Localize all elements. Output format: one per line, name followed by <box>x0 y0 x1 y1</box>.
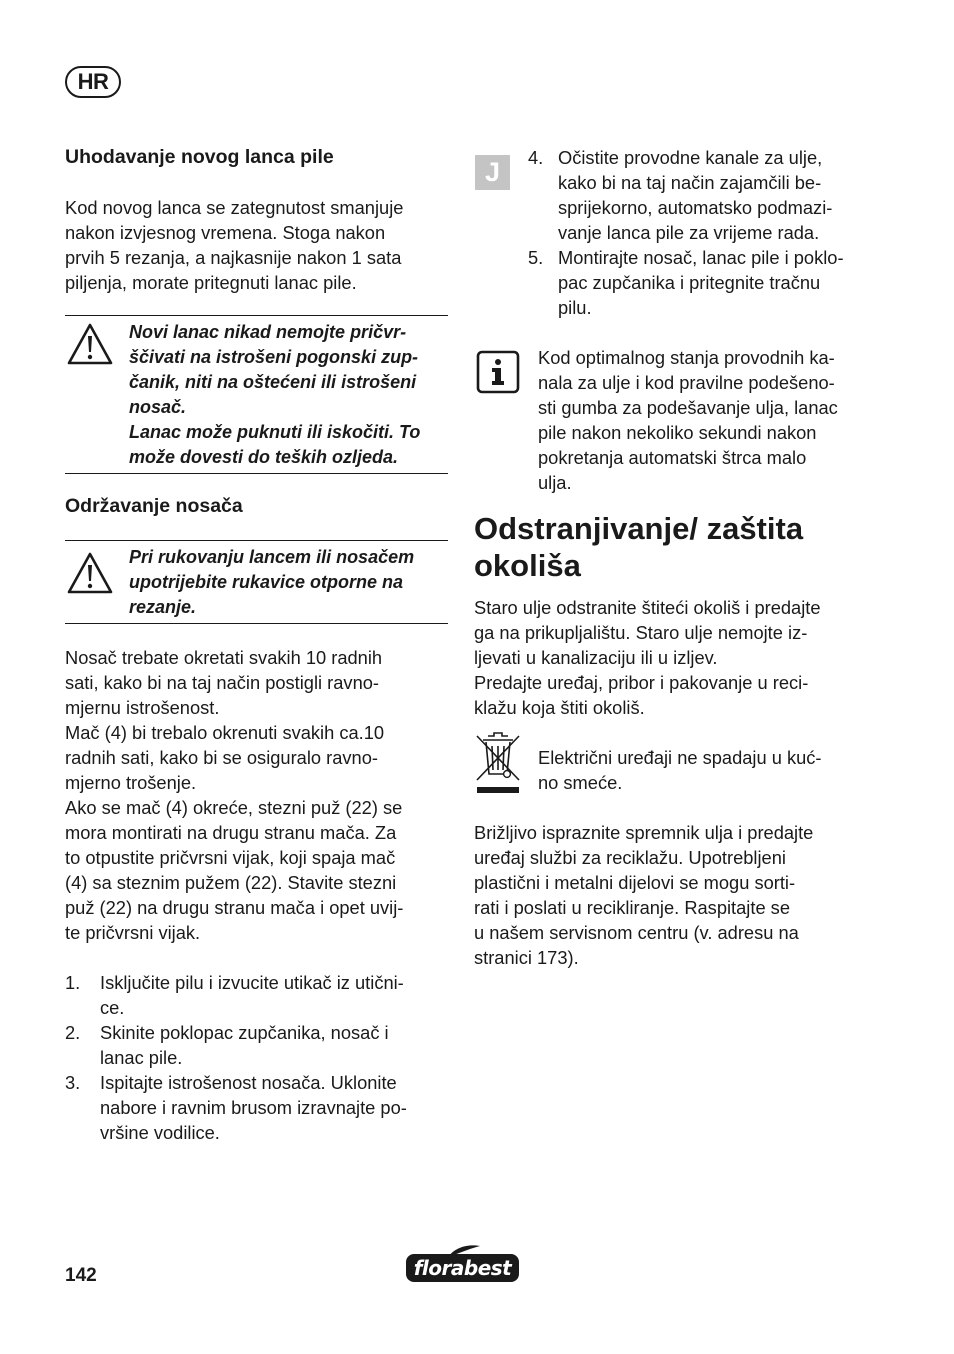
disposal-paragraph-2 <box>474 820 874 970</box>
text-line: te pričvrsni vijak. <box>65 922 201 943</box>
text-line: ce. <box>100 997 125 1018</box>
text-line: vanje lanca pile za vrijeme rada. <box>558 222 820 243</box>
text-line: (4) sa steznim pužem (22). Stavite stezni <box>65 872 397 893</box>
warning-line: rezanje. <box>129 597 197 617</box>
text-line: to otpustite pričvrsni vijak, koji spaja mač <box>65 847 396 868</box>
text-line: mjerno trošenje. <box>65 772 197 793</box>
maintenance-paragraph <box>65 645 455 945</box>
section-title-bar-maintenance: Održavanje nosača <box>65 495 243 517</box>
text-line: Isključite pilu i izvucite utikač iz utični- <box>100 972 404 993</box>
text-line: Mač (4) bi trebalo okrenuti svakih ca.10 <box>65 722 385 743</box>
list-item <box>528 245 868 320</box>
warning-bottom-rule <box>65 623 448 624</box>
step-number: 5. <box>528 247 544 268</box>
text-line: plastični i metalni dijelovi se mogu sorti- <box>474 872 796 893</box>
warning-triangle-icon <box>66 322 114 366</box>
text-line: Ako se mač (4) okreće, stezni puž (22) se <box>65 797 403 818</box>
text-line: ga na prikupljalištu. Staro ulje nemojte iz- <box>474 622 808 643</box>
info-icon <box>476 350 520 394</box>
text-line: Kod novog lanca se zategnutost smanjuje <box>65 197 404 218</box>
warning-line: Lanac može puknuti ili iskočiti. To <box>129 422 421 442</box>
text-line: klažu koja štiti okoliš. <box>474 697 645 718</box>
text-line: ljevati u kanalizaciju ili u izljev. <box>474 647 718 668</box>
text-line: uređaj službi za reciklažu. Upotrebljeni <box>474 847 786 868</box>
brand-wordmark: florabest <box>406 1254 519 1282</box>
warning-line: Pri rukovanju lancem ili nosačem <box>129 547 415 567</box>
text-line: lanac pile. <box>100 1047 183 1068</box>
warning-triangle-icon <box>66 551 114 595</box>
text-line: prvih 5 rezanja, a najkasnije nakon 1 sata <box>65 247 402 268</box>
info-text <box>538 345 868 495</box>
warning-line: Novi lanac nikad nemojte pričvr- <box>129 322 407 342</box>
text-line: sprijekorno, automatsko podmazi- <box>558 197 833 218</box>
text-line: puž (22) na drugu stranu mača i opet uvij- <box>65 897 404 918</box>
warning-line: nosač. <box>129 397 187 417</box>
text-line: pilu. <box>558 297 592 318</box>
text-line: Ispitajte istrošenost nosača. Uklonite <box>100 1072 397 1093</box>
text-line: Montirajte nosač, lanac pile i poklo- <box>558 247 844 268</box>
step-number: 4. <box>528 147 544 168</box>
step-number: 1. <box>65 972 81 993</box>
text-line: nakon izvjesnog vremena. Stoga nakon <box>65 222 386 243</box>
text-line: sti gumba za podešavanje ulja, lanac <box>538 397 838 418</box>
section-title-break-in: Uhodavanje novog lanca pile <box>65 146 334 168</box>
text-line: kako bi na taj način zajamčili be- <box>558 172 822 193</box>
text-line: nabore i ravnim brusom izravnajte po- <box>100 1097 407 1118</box>
list-item <box>65 1020 455 1070</box>
page-number: 142 <box>65 1265 97 1286</box>
text-line: vršine vodilice. <box>100 1122 220 1143</box>
list-item <box>65 1070 455 1145</box>
text-line: mora montirati na drugu stranu mača. Za <box>65 822 397 843</box>
heading-line: Odstranjivanje/ zaštita <box>474 511 804 546</box>
brand-logo <box>406 1244 519 1288</box>
section-title-disposal <box>474 510 894 584</box>
warning-line: može dovesti do teških ozljeda. <box>129 447 399 467</box>
text-line: u našem servisnom centru (v. adresu na <box>474 922 799 943</box>
text-line: Nosač trebate okretati svakih 10 radnih <box>65 647 383 668</box>
warning-top-rule <box>65 315 448 316</box>
text-line: Kod optimalnog stanja provodnih ka- <box>538 347 835 368</box>
list-item <box>528 145 868 245</box>
warning-bottom-rule <box>65 473 448 474</box>
warning-text-gloves <box>129 545 449 620</box>
text-line: stranici 173). <box>474 947 579 968</box>
steps-list-left <box>65 970 455 1145</box>
text-line: Očistite provodne kanale za ulje, <box>558 147 823 168</box>
text-line: pac zupčanika i pritegnite tračnu <box>558 272 821 293</box>
text-line: mjernu istrošenost. <box>65 697 220 718</box>
warning-text-chain <box>129 320 449 470</box>
language-badge: HR <box>65 66 121 98</box>
list-item <box>65 970 455 1020</box>
crossed-out-bin-icon <box>474 730 522 798</box>
text-line: Skinite poklopac zupčanika, nosač i <box>100 1022 389 1043</box>
text-line: Staro ulje odstranite štiteći okoliš i predajte <box>474 597 821 618</box>
text-line: Električni uređaji ne spadaju u kuć- <box>538 747 822 768</box>
step-number: 3. <box>65 1072 81 1093</box>
warning-line: ščivati na istrošeni pogonski zup- <box>129 347 419 367</box>
weee-text <box>538 745 868 795</box>
break-in-paragraph <box>65 195 455 295</box>
steps-list-right <box>528 145 868 320</box>
text-line: radnih sati, kako bi se osiguralo ravno- <box>65 747 378 768</box>
text-line: Brižljivo ispraznite spremnik ulja i predajte <box>474 822 814 843</box>
text-line: sati, kako bi na taj način postigli ravno- <box>65 672 379 693</box>
text-line: no smeće. <box>538 772 623 793</box>
step-number: 2. <box>65 1022 81 1043</box>
text-line: nala za ulje i kod pravilne podešeno- <box>538 372 835 393</box>
text-line: piljenja, morate pritegnuti lanac pile. <box>65 272 357 293</box>
text-line: Predajte uređaj, pribor i pakovanje u reci- <box>474 672 809 693</box>
text-line: ulja. <box>538 472 572 493</box>
text-line: pile nakon nekoliko sekundi nakon <box>538 422 817 443</box>
text-line: rati i poslati u recikliranje. Raspitajte se <box>474 897 790 918</box>
warning-line: čanik, niti na oštećeni ili istrošeni <box>129 372 417 392</box>
figure-reference-badge: J <box>475 155 510 190</box>
text-line: pokretanja automatski štrca malo <box>538 447 807 468</box>
warning-line: upotrijebite rukavice otporne na <box>129 572 404 592</box>
disposal-paragraph-1 <box>474 595 874 720</box>
heading-line: okoliša <box>474 548 581 583</box>
warning-top-rule <box>65 540 448 541</box>
